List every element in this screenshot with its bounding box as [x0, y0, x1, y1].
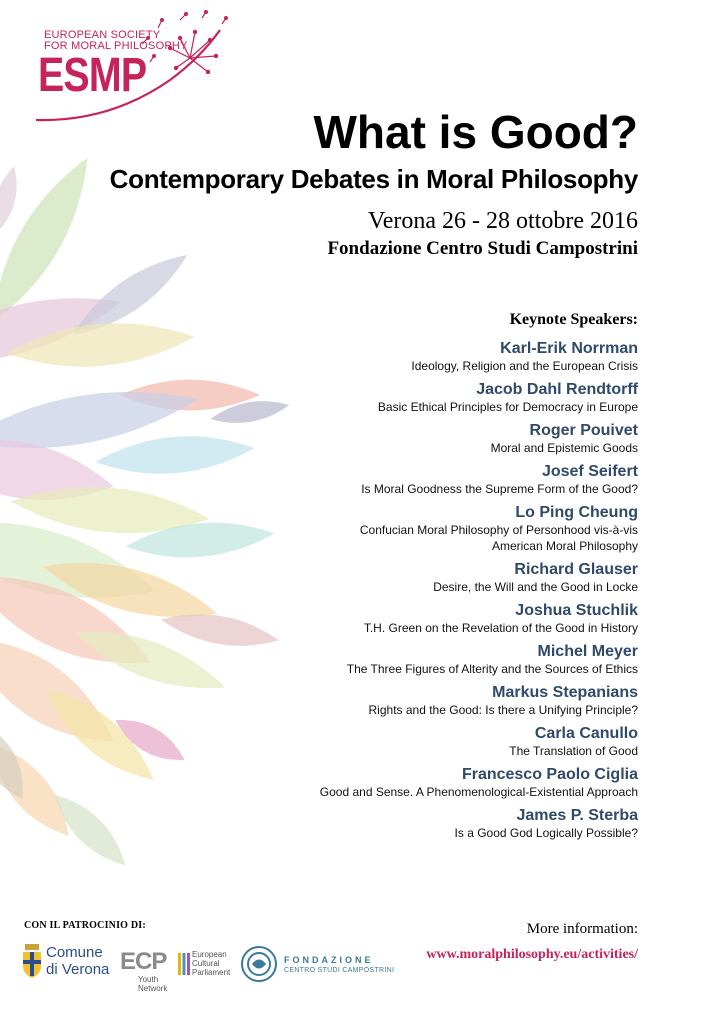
esmp-logo: [30, 10, 230, 128]
speaker-talk-title: Is a Good God Logically Possible?: [454, 826, 638, 840]
page-subtitle: Contemporary Debates in Moral Philosophy: [109, 164, 638, 194]
ecp-logo: [120, 948, 250, 998]
speaker-talk-title: Is Moral Goodness the Supreme Form of the Good?: [361, 482, 638, 496]
speaker-list: [78, 339, 638, 841]
speaker-talk-title: Good and Sense. A Phenomenological-Existential Approach: [319, 785, 638, 799]
speaker-name: Markus Stepanians: [492, 684, 638, 701]
page-title: What is Good?: [313, 106, 638, 158]
speaker-entry: [78, 806, 638, 841]
speaker-talk-title: Ideology, Religion and the European Crisis: [411, 359, 638, 373]
speaker-name: Roger Pouivet: [529, 422, 638, 439]
logo-society-name: EUROPEAN SOCIETY FOR MORAL PHILOSOPHY: [44, 29, 188, 52]
comune-label: Comune di Verona: [46, 944, 110, 978]
patronage-label: CON IL PATROCINIO DI:: [24, 920, 146, 931]
speaker-entry: [78, 560, 638, 595]
verona-crest-icon: [22, 944, 42, 978]
logo-acronym: ESMP: [38, 49, 147, 102]
speaker-talk-title: Basic Ethical Principles for Democracy in Europe: [377, 400, 638, 414]
ecp-side-text: European Cultural Parliament: [192, 950, 231, 977]
speaker-name: Michel Meyer: [537, 643, 638, 660]
speaker-entry: [78, 462, 638, 497]
speaker-name: Carla Canullo: [534, 725, 638, 742]
speaker-talk-title: T.H. Green on the Revelation of the Good in History: [363, 621, 638, 635]
speaker-name: Richard Glauser: [514, 561, 638, 578]
speaker-entry: [78, 503, 638, 554]
speaker-talk-title: Desire, the Will and the Good in Locke: [433, 580, 638, 594]
speaker-name: Josef Seifert: [541, 463, 638, 480]
keynote-speakers-section: [78, 310, 638, 847]
more-info-label: More information:: [526, 921, 638, 937]
speaker-entry: [78, 421, 638, 456]
petal-shape: [0, 164, 24, 237]
speaker-name: Francesco Paolo Ciglia: [461, 766, 638, 783]
speaker-entry: [78, 683, 638, 718]
speaker-talk-title: Moral and Epistemic Goods: [490, 441, 638, 455]
ecp-bars-icon: [178, 953, 190, 975]
speaker-entry: [78, 765, 638, 800]
speaker-name: Karl-Erik Norrman: [500, 340, 638, 357]
keynote-heading: Keynote Speakers:: [509, 311, 638, 328]
ecp-youth-network: Youth Network: [138, 975, 168, 993]
speaker-entry: [78, 642, 638, 677]
speaker-name: Lo Ping Cheung: [515, 504, 638, 521]
speaker-talk-title: The Three Figures of Alterity and the Sources of Ethics: [346, 662, 638, 676]
speaker-name: Joshua Stuchlik: [515, 602, 638, 619]
fondazione-text: [284, 955, 394, 974]
event-venue: Fondazione Centro Studi Campostrini: [327, 238, 638, 259]
speaker-entry: [78, 601, 638, 636]
fondazione-title: FONDAZIONE: [284, 955, 374, 965]
fondazione-campostrini-logo: [240, 945, 410, 985]
speaker-entry: [78, 380, 638, 415]
campostrini-emblem-icon: [240, 945, 278, 983]
speaker-talk-title: Rights and the Good: Is there a Unifying Principle?: [368, 703, 638, 717]
speaker-talk-title: Confucian Moral Philosophy of Personhood vis-à-vis American Moral Philosophy: [359, 523, 638, 553]
event-dates: Verona 26 - 28 ottobre 2016: [368, 208, 638, 234]
speaker-talk-title: The Translation of Good: [509, 744, 638, 758]
website-link[interactable]: www.moralphilosophy.eu/activities/: [426, 947, 638, 962]
fondazione-subtitle: CENTRO STUDI CAMPOSTRINI: [284, 967, 395, 974]
speaker-name: Jacob Dahl Rendtorff: [476, 381, 638, 398]
comune-di-verona-logo: [22, 940, 122, 990]
ecp-label: ECP: [120, 948, 167, 975]
speaker-entry: [78, 339, 638, 374]
speaker-entry: [78, 724, 638, 759]
speaker-name: James P. Sterba: [516, 807, 638, 824]
